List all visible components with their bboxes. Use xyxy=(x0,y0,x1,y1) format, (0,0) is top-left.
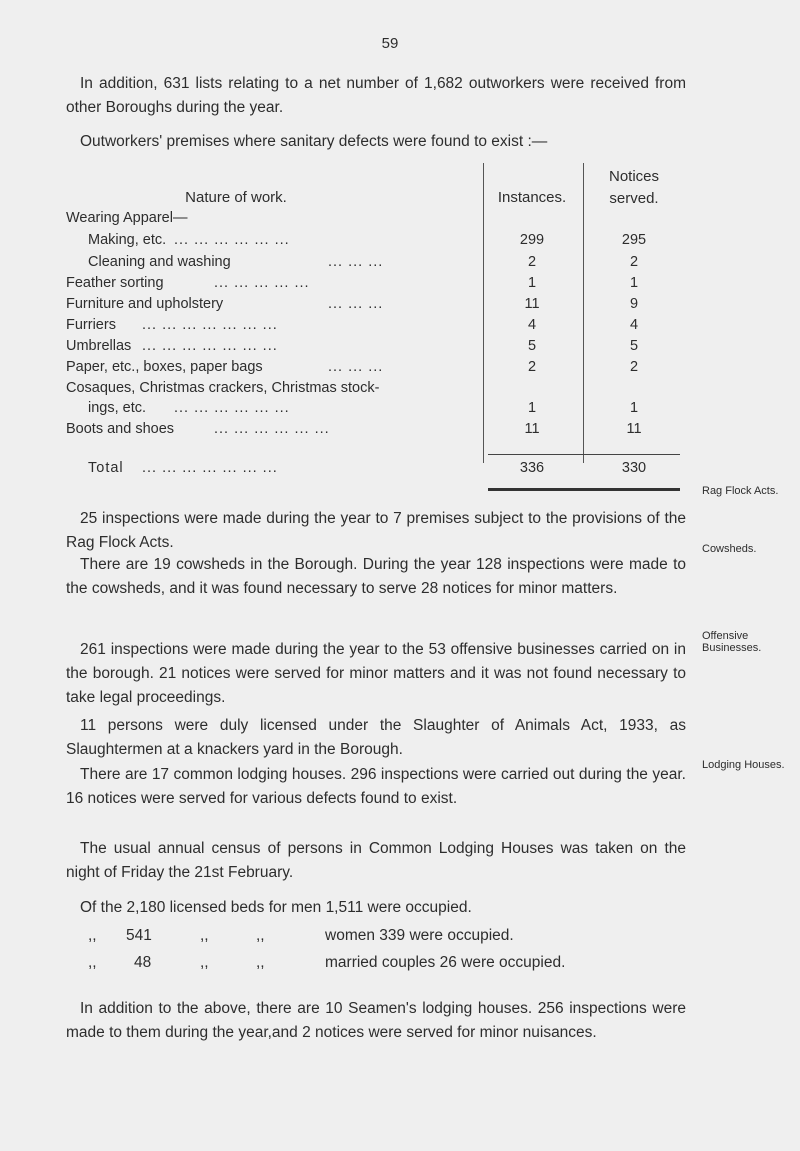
row-label: Furniture and upholstery xyxy=(66,296,224,312)
offensive-businesses-note: Offensive Businesses. xyxy=(702,630,762,654)
row-instances: 2 xyxy=(527,254,537,270)
intro-text: In addition, 631 lists relating to a net number of 1,682 outworkers were received from other Boroughs during the year. xyxy=(66,75,686,116)
beds-line-couples: ,, 48 ,, ,, married couples 26 were occupied. xyxy=(88,954,566,971)
row-label: Feather sorting xyxy=(66,275,164,291)
row-instances: 5 xyxy=(527,338,537,354)
table-row xyxy=(66,232,686,252)
row-instances: 1 xyxy=(527,275,537,291)
row-dots: ... ... ... xyxy=(328,296,384,312)
slaughter-paragraph: 11 persons were duly licensed under the Slaughter of Animals Act, 1933, as Slaughtermen at a knackers yard in the Borough. xyxy=(66,717,686,758)
row-dots: ... ... ... ... ... ... xyxy=(174,400,290,416)
row-dots: ... ... ... ... ... ... xyxy=(174,232,290,248)
page-number: 59 xyxy=(381,35,399,52)
total-rule xyxy=(488,454,680,455)
row-instances: 11 xyxy=(524,421,540,437)
group-label: Wearing Apparel— xyxy=(66,210,188,226)
row-label: Cleaning and washing xyxy=(88,254,231,270)
table-row xyxy=(66,380,686,400)
row-label-line1: Cosaques, Christmas crackers, Christmas stock- xyxy=(66,380,380,396)
row-instances: 2 xyxy=(527,359,537,375)
table-row xyxy=(66,421,686,441)
defects-intro xyxy=(66,130,686,154)
row-label: Umbrellas xyxy=(66,338,132,354)
cowsheds-note: Cowsheds. xyxy=(702,543,757,555)
table-row xyxy=(66,275,686,295)
row-instances: 1 xyxy=(527,400,537,416)
row-notices: 295 xyxy=(621,232,647,248)
row-notices: 9 xyxy=(629,296,639,312)
total-instances: 336 xyxy=(519,460,545,476)
table-row xyxy=(66,359,686,379)
row-label: Making, etc. xyxy=(88,232,167,248)
row-instances: 4 xyxy=(527,317,537,333)
lodging-houses-paragraph: There are 17 common lodging houses. 296 inspections were carried out during the year. 16 notices were served for various defects found to exist. xyxy=(66,766,686,807)
rag-flock-paragraph: 25 inspections were made during the year to 7 premises subject to the provisions of the Rag Flock Acts. xyxy=(66,510,686,551)
total-row xyxy=(66,460,686,480)
beds-line-women: ,, 541 ,, ,, women 339 were occupied. xyxy=(88,927,514,944)
row-notices: 1 xyxy=(629,275,639,291)
row-dots: ... ... ... ... ... xyxy=(214,275,310,291)
table-row xyxy=(66,296,686,316)
row-dots: ... ... ... xyxy=(328,359,384,375)
cowsheds-paragraph: There are 19 cowsheds in the Borough. During the year 128 inspections were made to the cowsheds, and it was found necessary to serve 28 notices for minor matters. xyxy=(66,556,686,597)
total-notices: 330 xyxy=(621,460,647,476)
intro-paragraph xyxy=(66,72,686,120)
row-dots: ... ... ... xyxy=(328,254,384,270)
row-instances: 299 xyxy=(519,232,545,248)
rag-flock-note: Rag Flock Acts. xyxy=(702,485,779,497)
row-label: ings, etc. xyxy=(88,400,147,416)
row-notices: 2 xyxy=(629,359,639,375)
offensive-businesses-paragraph: 261 inspections were made during the year to the 53 offensive businesses carried on in the borough. 21 notices were served for minor matters and it was not found necessary to take legal proceedings. xyxy=(66,641,686,706)
row-dots: ... ... ... ... ... ... ... xyxy=(142,338,278,354)
table-row xyxy=(66,400,686,420)
notices-line2: served. xyxy=(609,190,659,207)
row-notices: 11 xyxy=(626,421,642,437)
notices-line1: Notices xyxy=(608,168,660,185)
total-label: Total xyxy=(88,460,124,476)
row-dots: ... ... ... ... ... ... xyxy=(214,421,330,437)
row-label: Paper, etc., boxes, paper bags xyxy=(66,359,263,375)
defects-intro-text: Outworkers' premises where sanitary defects were found to exist :— xyxy=(80,133,548,150)
row-notices: 5 xyxy=(629,338,639,354)
row-notices: 2 xyxy=(629,254,639,270)
table-row xyxy=(66,254,686,274)
table-row xyxy=(66,317,686,337)
total-dots: ... ... ... ... ... ... ... xyxy=(142,460,278,476)
seamen-paragraph: In addition to the above, there are 10 Seamen's lodging houses. 256 inspections were made to them during the year,and 2 notices were served for minor nuisances. xyxy=(66,1000,686,1041)
row-notices: 1 xyxy=(629,400,639,416)
table-header-instances: Instances. xyxy=(497,189,567,206)
row-instances: 11 xyxy=(524,296,540,312)
table-row xyxy=(66,338,686,358)
table-header-notices xyxy=(584,166,684,210)
table-bottom-rule xyxy=(488,488,680,491)
census-paragraph: The usual annual census of persons in Common Lodging Houses was taken on the night of Friday the 21st February. xyxy=(66,840,686,881)
row-dots: ... ... ... ... ... ... ... xyxy=(142,317,278,333)
table-header-nature: Nature of work. xyxy=(185,189,287,206)
lodging-houses-note: Lodging Houses. xyxy=(702,759,785,771)
row-label: Furriers xyxy=(66,317,116,333)
beds-line-men: Of the 2,180 licensed beds for men 1,511 were occupied. xyxy=(80,899,472,916)
row-label: Boots and shoes xyxy=(66,421,175,437)
row-notices: 4 xyxy=(629,317,639,333)
